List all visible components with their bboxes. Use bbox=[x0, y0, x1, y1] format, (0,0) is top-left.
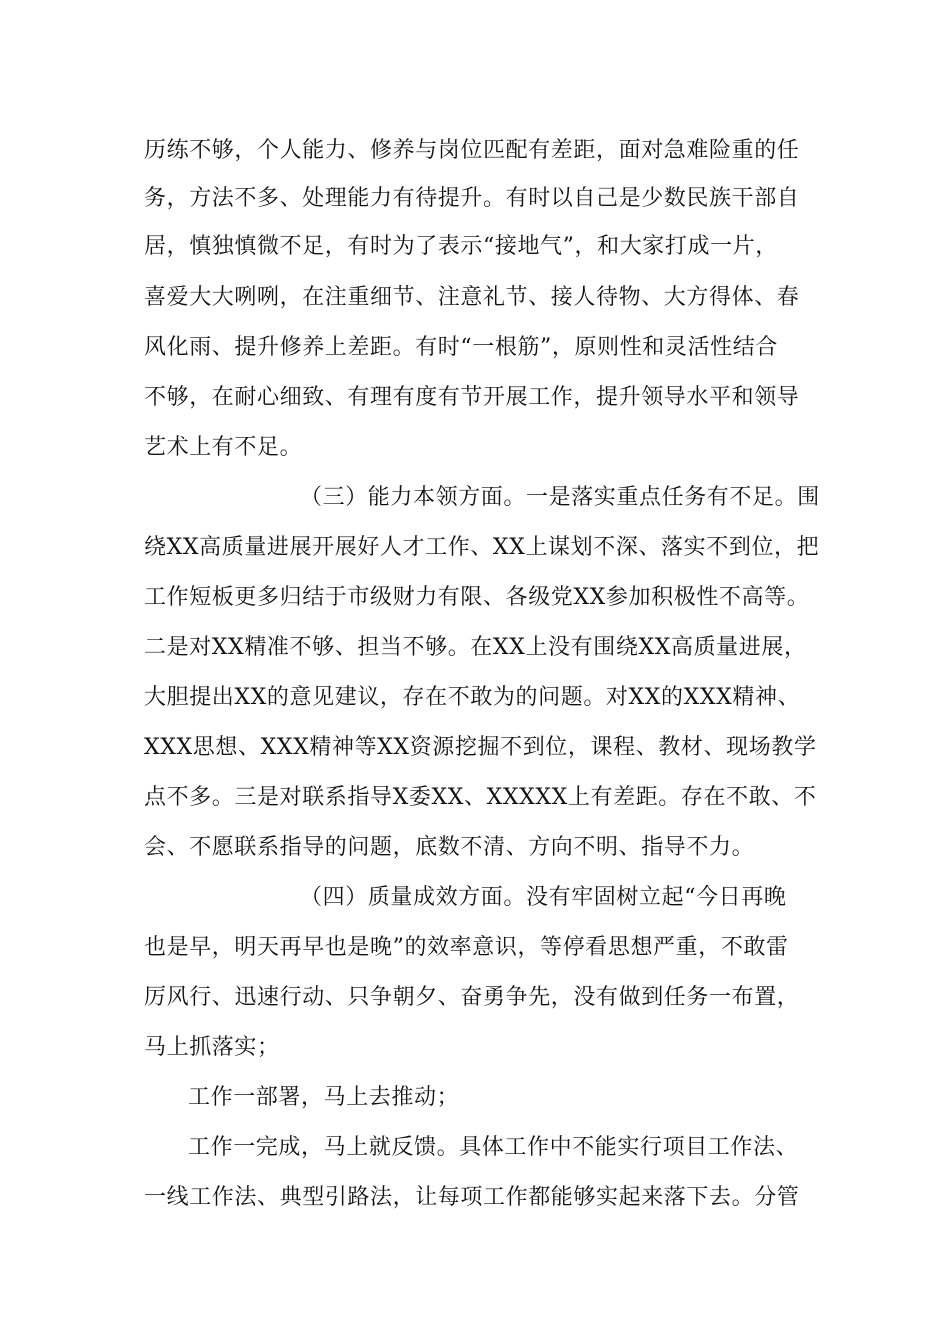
text-line: 厉风行、迅速行动、只争朝夕、奋勇争先，没有做到任务一布置， bbox=[144, 985, 800, 1010]
text-line: 工作一完成，马上就反馈。具体工作中不能实行项目工作法、 bbox=[188, 1135, 799, 1160]
text-line: 喜爱大大咧咧，在注重细节、注意礼节、接人待物、大方得体、春 bbox=[144, 285, 800, 310]
text-line: 二是对XX精准不够、担当不够。在XX上没有围绕XX高质量进展， bbox=[144, 635, 807, 660]
text-line: 大胆提出XX的意见建议，存在不敢为的问题。对XX的XXX精神、 bbox=[144, 685, 801, 710]
text-line: 马上抓落实； bbox=[144, 1035, 280, 1060]
text-line: 工作一部署，马上去推动； bbox=[188, 1085, 460, 1110]
text-line: 不够，在耐心细致、有理有度有节开展工作，提升领导水平和领导 bbox=[144, 385, 800, 410]
text-line: 点不多。三是对联系指导X委XX、XXXXX上有差距。存在不敢、不 bbox=[144, 785, 817, 810]
text-line: 务，方法不多、处理能力有待提升。有时以自己是少数民族干部自 bbox=[144, 186, 800, 211]
text-line: 艺术上有不足。 bbox=[144, 435, 303, 460]
text-line: 居，慎独慎微不足，有时为了表示“接地气”，和大家打成一片， bbox=[144, 234, 778, 259]
text-line: 绕XX高质量进展开展好人才工作、XX上谋划不深、落实不到位，把 bbox=[144, 535, 820, 560]
text-line: 会、不愿联系指导的问题，底数不清、方向不明、指导不力。 bbox=[144, 835, 755, 860]
text-line: 风化雨、提升修养上差距。有时“一根筋”，原则性和灵活性结合 bbox=[144, 335, 778, 360]
text-line: 一线工作法、典型引路法，让每项工作都能够实起来落下去。分管 bbox=[144, 1185, 800, 1210]
text-line: 也是早，明天再早也是晚”的效率意识，等停看思想严重，不敢雷 bbox=[144, 935, 789, 960]
section-heading-three: （三）能力本领方面。一是落实重点任务有不足。围 bbox=[300, 485, 820, 510]
section-heading-four: （四）质量成效方面。没有牢固树立起“今日再晚 bbox=[300, 885, 787, 910]
text-line: 历练不够，个人能力、修养与岗位匹配有差距，面对急难险重的任 bbox=[144, 138, 800, 163]
text-line: XXX思想、XXX精神等XX资源挖掘不到位，课程、教材、现场教学 bbox=[144, 735, 817, 760]
text-line: 工作短板更多归结于市级财力有限、各级党XX参加积极性不高等。 bbox=[144, 585, 810, 610]
